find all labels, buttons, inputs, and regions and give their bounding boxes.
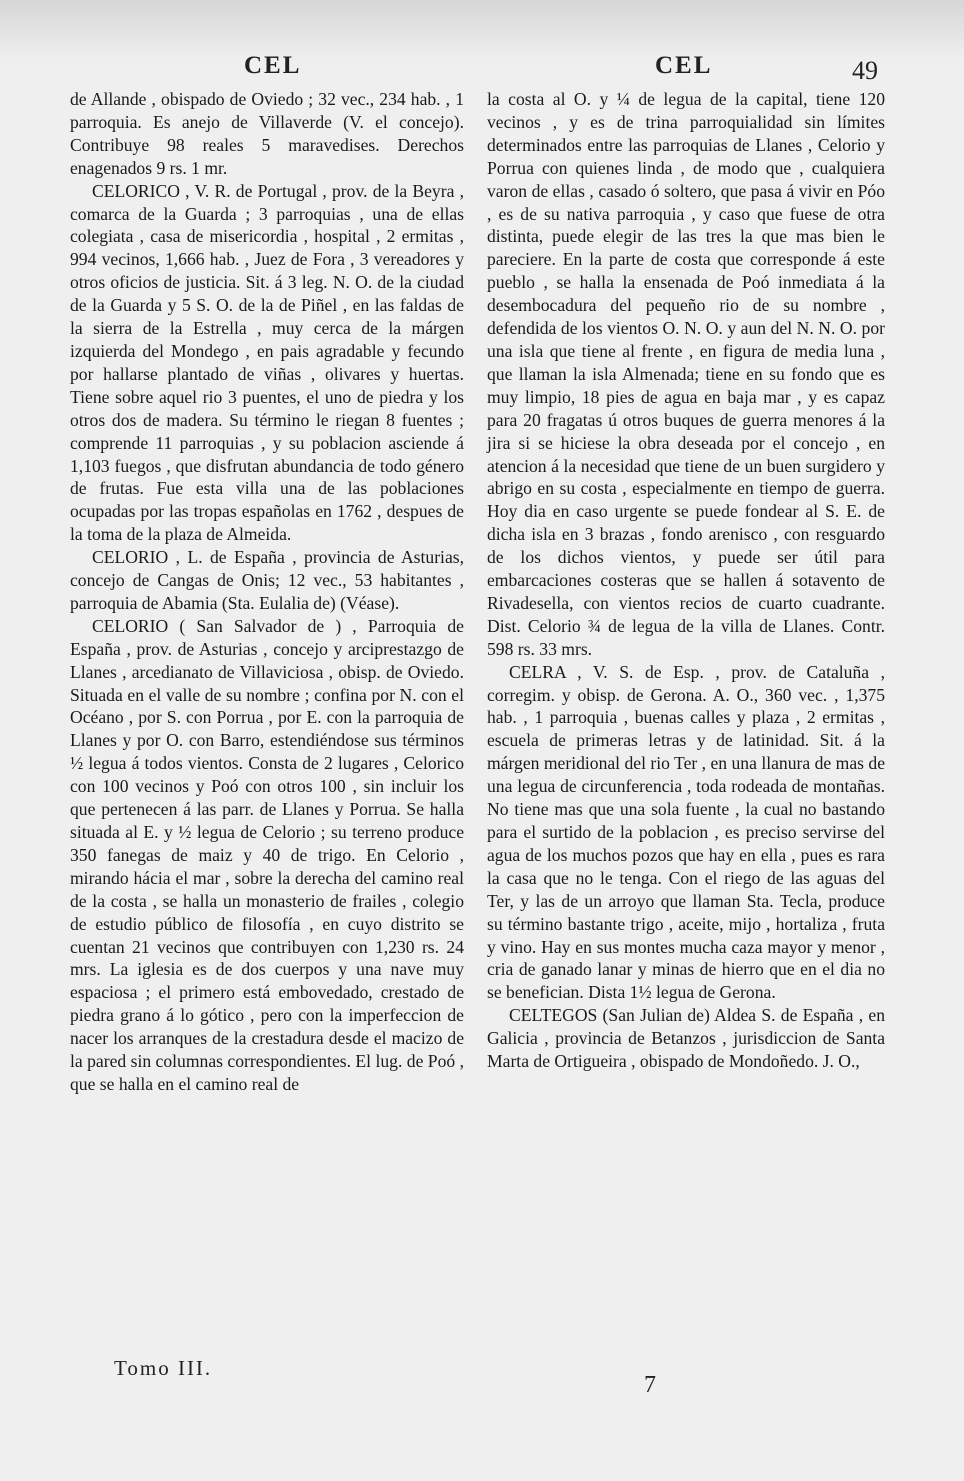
entry-celorico: CELORICO , V. R. de Portugal , prov. de la Beyra , comarca de la Guarda ; 3 parroquias , una de ellas colegiata , casa de misericordia , hospital , 2 ermitas , 994 vecinos, 1,666 hab. , Juez de Fora , 3 vereadores y otros oficios de justicia. Sit. á 3 leg. N. O. de la ciudad de la Guarda y 5 S. O. de la de Piñel , en las faldas de la sierra de la Estrella , muy cerca de la márgen izquierda del Mondego , en pais agradable y fecundo por hallarse plantado de viñas , olivares y huertas. Tiene sobre aquel rio 3 puentes, el uno de piedra y los otros dos de madera. Su término le riegan 8 fuentes ; comprende 11 parroquias , y su poblacion asciende á 1,103 fuegos , que disfrutan abundancia de todo género de frutas. Fue esta villa una de las poblaciones ocupadas por las tropas españolas en 1762 , despues de la toma de la plaza de Almeida. bbox=[70, 180, 464, 545]
entry-celorio-continued: la costa al O. y ¼ de legua de la capital, tiene 120 vecinos , y es de trina parroquialidad sin límites determinados entre las parroquias de Llanes , Celorio y Porrua con quienes linda , de modo que , cualquiera varon de ellas , casado ó soltero, que pasa á vivir en Póo , es de su nativa parroquia , y caso que fuese de otra distinta, puede elegir de las tres la que mas bien le pareciere. En la parte de costa que corresponde á este pueblo , se halla la ensenada de Poó inmediata á la desembocadura del pequeño rio de su nombre , defendida de los vientos O. N. O. y aun del N. N. O. por una isla que tiene al frente , en figura de media luna , que llaman la isla Almenada; tiene en su fondo que es muy limpio, 18 pies de agua en baja mar , y es capaz para 20 fragatas ú otros buques de guerra menores á la jira si se hiciese la obra deseada por el concejo , en atencion á la necesidad que tiene de un buen surgidero y abrigo en su costa , especialmente en tiempo de guerra. Hoy dia en caso urgente se puede fondear al S. E. de dicha isla en 3 brazas , fondo arenisco , con resguardo de los dichos vientos, y puede ser útil para embarcaciones costeras que se hallen á sotavento de Rivadesella, con vientos recios de cuarto cuadrante. Dist. Celorio ¾ de legua de la villa de Llanes. Contr. 598 rs. 33 mrs. bbox=[487, 89, 885, 659]
volume-footer: Tomo III. bbox=[114, 1356, 213, 1380]
entry-celra: CELRA , V. S. de Esp. , prov. de Cataluña , corregim. y obisp. de Gerona. A. O., 360 vec. , 1,375 hab. , 1 parroquia , buenas calles y plaza , 2 ermitas , escuela de primeras letras y de latinidad. Sit. á la márgen meridional del rio Ter , en una llanura de mas de una legua de circunferencia , toda rodeada de montañas. No tiene mas que una sola fuente , la cual no bastando para el surtido de la poblacion , es preciso servirse del agua de los muchos pozos que hay en ella , pues es rara la casa que no le tenga. Con el riego de las aguas del Ter, y las de un arroyo que llaman Sta. Tecla, produce su término bastante trigo , aceite, mijo , hortaliza , fruta y vino. Hay en sus montes mucha caza mayor y menor , cria de ganado lanar y minas de hierro que en el dia no se benefician. Dista 1½ legua de Gerona. bbox=[487, 661, 885, 1003]
running-head-right: CEL bbox=[655, 52, 713, 79]
page-edge-shadow bbox=[0, 0, 964, 60]
entry-celorio-lugar: CELORIO , L. de España , provincia de Asturias, concejo de Cangas de Onis; 12 vec., 53 habitantes , parroquia de Abamia (Sta. Eulalia de) (Véase). bbox=[70, 547, 464, 613]
entry-continuation: de Allande , obispado de Oviedo ; 32 vec., 234 hab. , 1 parroquia. Es anejo de Villaverde (V. el concejo). Contribuye 98 reales 5 maravedises. Derechos enagenados 9 rs. 1 mr. bbox=[70, 89, 464, 178]
running-head-left: CEL bbox=[244, 52, 302, 79]
left-column bbox=[70, 88, 464, 1096]
entry-celtegos: CELTEGOS (San Julian de) Aldea S. de España , en Galicia , provincia de Betanzos , jurisdiccion de Santa Marta de Ortigueira , obispado de Mondoñedo. J. O., bbox=[487, 1005, 885, 1072]
right-column bbox=[487, 88, 885, 1073]
entry-celorio-parroquia: CELORIO ( San Salvador de ) , Parroquia de España , prov. de Asturias , concejo y arciprestazgo de Llanes , arcedianato de Villaviciosa , obisp. de Oviedo. Situada en el valle de su nombre ; confina por N. con el Océano , por S. con Porrua , por E. con la parroquia de Llanes y por O. con Barro, estendiéndose sus términos ½ legua á todos vientos. Consta de 2 lugares , Celorico con 100 vecinos y Poó con otros 100 , sin incluir los que pertenecen á las parr. de Llanes y Porrua. Se halla situada al E. y ½ legua de Celorio ; su terreno produce 350 fanegas de maiz y 40 de trigo. En Celorio , mirando hácia el mar , sobre la derecha del camino real de la costa , se halla un monasterio de frailes , colegio de estudio público de filosofía , en cuyo distrito se cuentan 21 vecinos que contribuyen con 1,230 rs. 24 mrs. La iglesia es de dos cuerpos y una nave muy espaciosa ; el primero está embovedado, crestado de piedra grano á lo gótico , pero con la imperfeccion de nacer los arranques de la crestadura desde el macizo de la pared sin columnas correspondientes. El lug. de Poó , que se halla en el camino real de bbox=[70, 615, 464, 1094]
page-number: 49 bbox=[852, 56, 878, 85]
signature-mark: 7 bbox=[644, 1372, 656, 1398]
